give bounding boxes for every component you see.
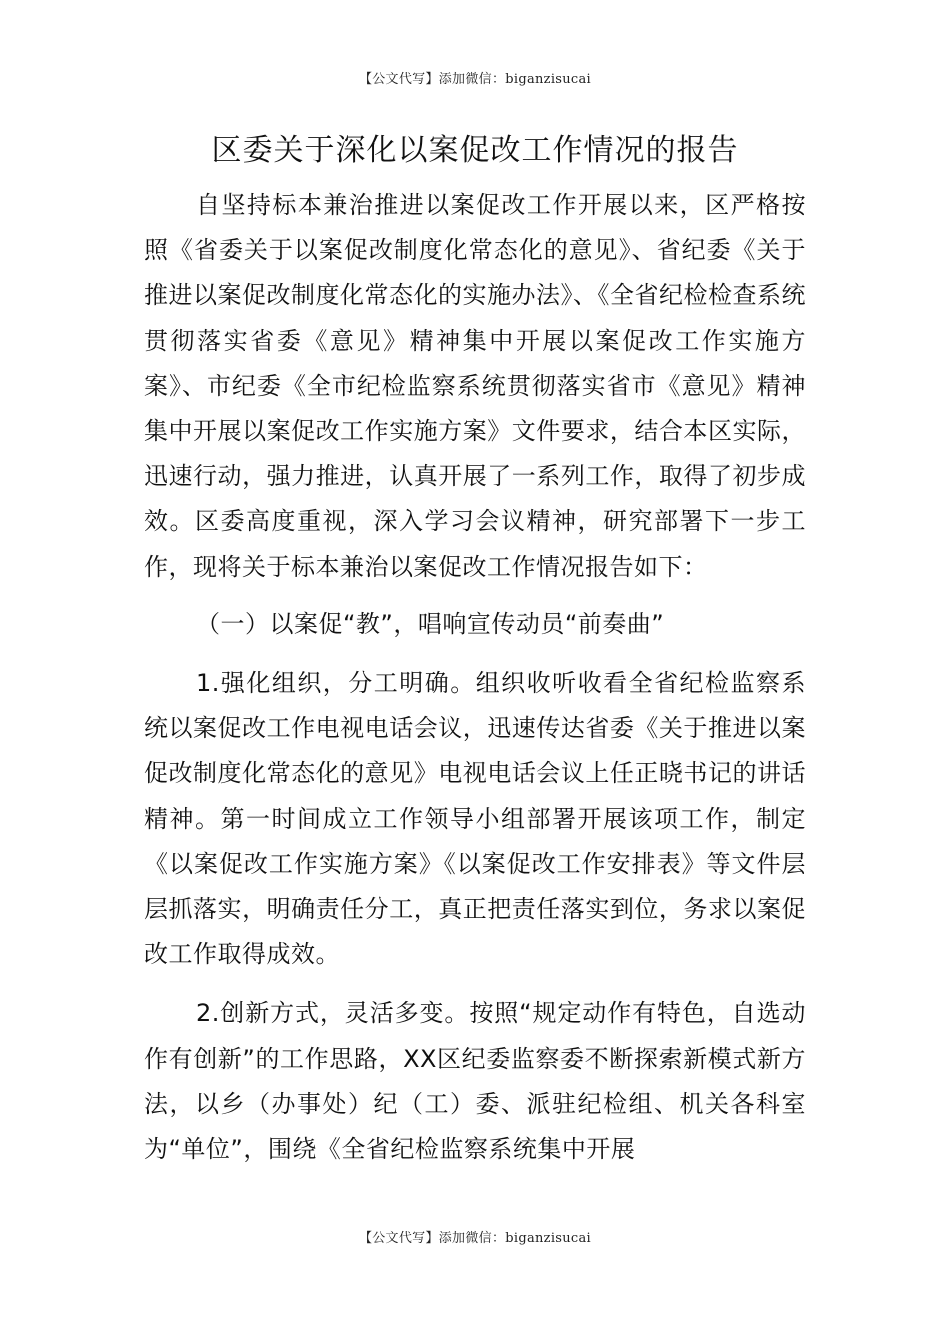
intro-paragraph: 自坚持标本兼治推进以案促改工作开展以来，区严格按照《省委关于以案促改制度化常态化的意见》、省纪委《关于推进以案促改制度化常态化的实施办法》、《全省纪检检查系统贯彻落实省委《意见》精神集中开展以案促改工作实施方案》、市纪委《全市纪检监察系统贯彻落实省市《意见》精神集中开展以案促改工作实施方案》文件要求，结合本区实际，迅速行动，强力推进，认真开展了一系列工作，取得了初步成效。区委高度重视，深入学习会议精神，研究部署下一步工作，现将关于标本兼治以案促改工作情况报告如下：	[144, 191, 806, 581]
page-footer: 【公文代写】添加微信：biganzisucai	[358, 1231, 592, 1246]
document-title: 区委关于深化以案促改工作情况的报告	[211, 133, 739, 168]
document-body	[144, 183, 806, 1172]
item-paragraph-1: 1.强化组织，分工明确。组织收听收看全省纪检监察系统以案促改工作电视电话会议，迅速传达省委《关于推进以案促改制度化常态化的意见》电视电话会议上任正晓书记的讲话精神。第一时间成立工作领导小组部署开展该项工作，制定《以案促改工作实施方案》《以案促改工作安排表》等文件层层抓落实，明确责任分工，真正把责任落实到位，务求以案促改工作取得成效。	[144, 669, 806, 969]
section-heading: （一）以案促“教”，唱响宣传动员“前奏曲”	[196, 609, 665, 638]
page-header: 【公文代写】添加微信：biganzisucai	[358, 72, 592, 87]
item-paragraph-2: 2.创新方式，灵活多变。按照“规定动作有特色，自选动作有创新”的工作思路，XX区纪委监察委不断探索新模式新方法，以乡（办事处）纪（工）委、派驻纪检组、机关各科室为“单位”，围绕《全省纪检监察系统集中开展	[144, 999, 806, 1164]
